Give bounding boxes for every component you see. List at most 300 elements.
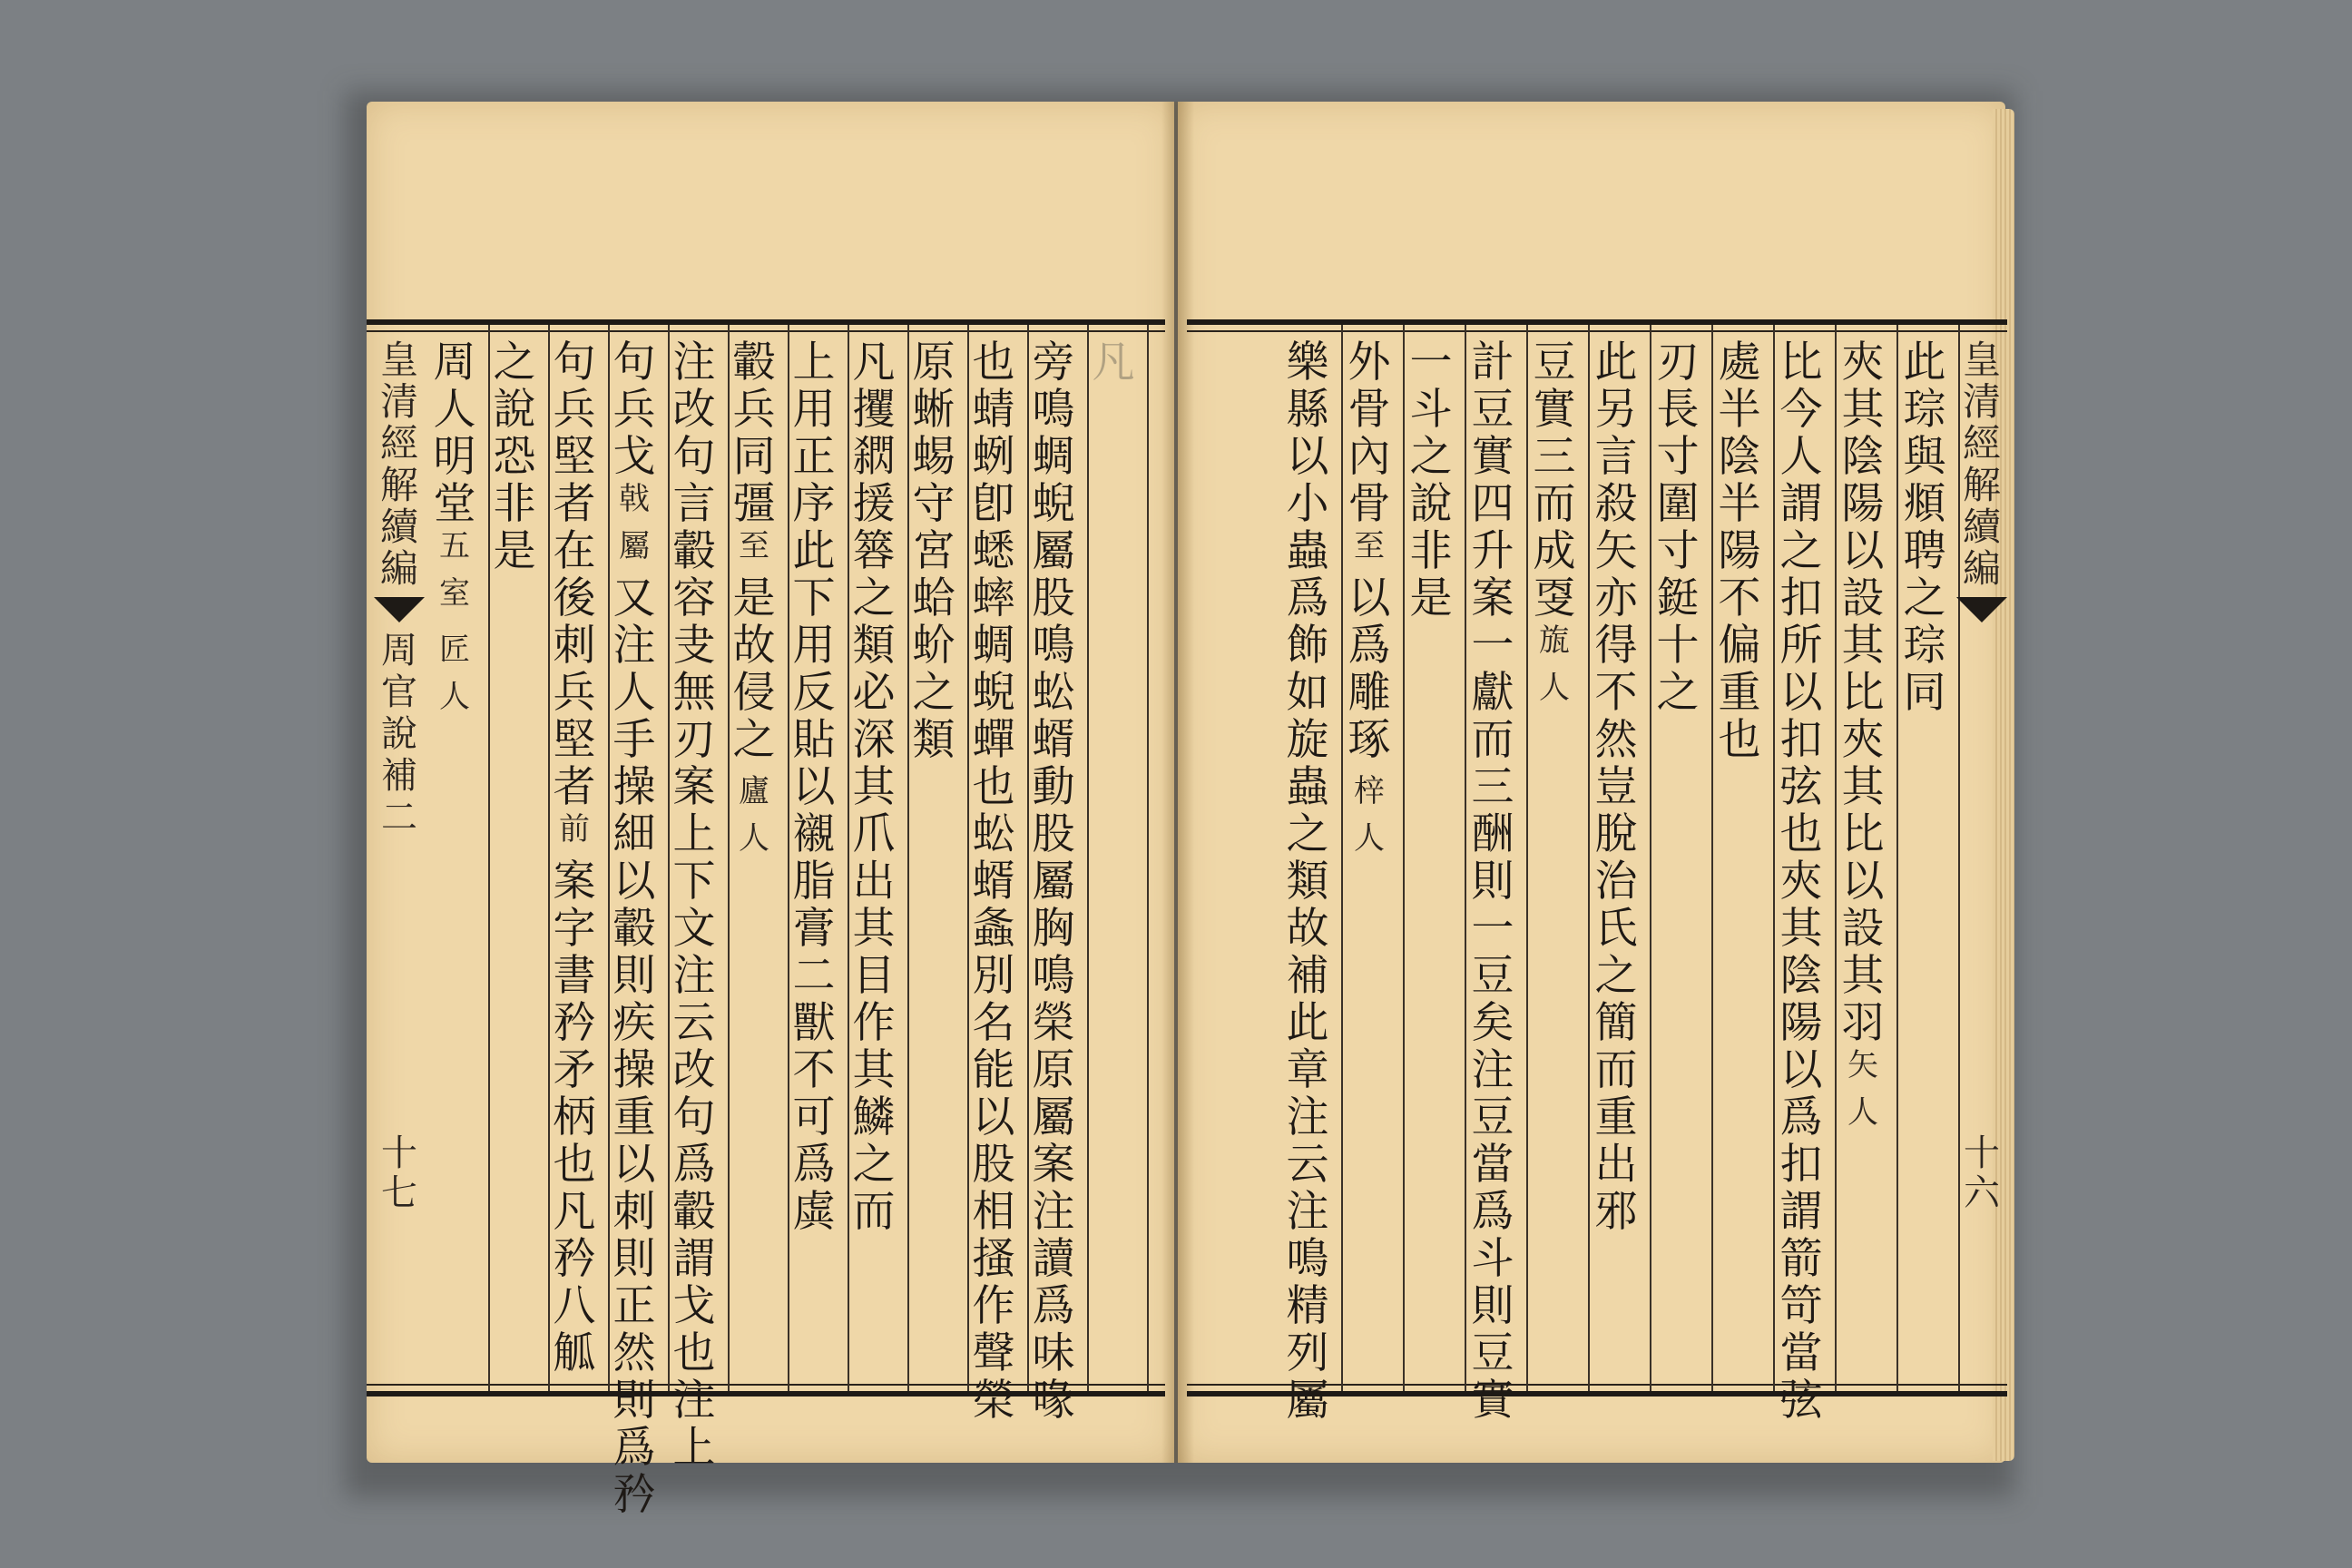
main-char: 其 <box>1841 951 1885 1001</box>
section-char: 二 <box>381 797 417 838</box>
main-char: 脫 <box>1594 809 1638 859</box>
main-char: 頫 <box>1903 479 1946 529</box>
main-char: 夾 <box>1779 857 1823 906</box>
main-char: 人 <box>1779 432 1823 482</box>
main-char: 正 <box>612 1281 656 1331</box>
main-char: 守 <box>912 479 956 529</box>
main-char: 改 <box>672 1045 716 1095</box>
main-char: 貼 <box>792 715 836 765</box>
main-char: 轂 <box>732 338 776 387</box>
note-char: 人 <box>1539 670 1570 706</box>
main-char: 骨 <box>1348 385 1391 435</box>
main-char: 陰 <box>1841 432 1885 482</box>
title-char: 續 <box>379 505 418 549</box>
main-char: 琮 <box>1903 385 1946 435</box>
main-char: 出 <box>852 857 896 906</box>
main-char: 者 <box>553 479 596 529</box>
text-column <box>1710 339 1769 764</box>
main-char: 偏 <box>1718 621 1761 671</box>
main-char: 云 <box>672 998 716 1048</box>
main-char: 蟀 <box>972 573 1015 623</box>
main-char: 可 <box>792 1093 836 1142</box>
text-column <box>1648 339 1708 717</box>
fishtail-mark <box>1956 597 2007 622</box>
main-char: 比 <box>1779 338 1823 387</box>
main-char: 戈 <box>612 432 656 482</box>
section-title <box>381 630 417 838</box>
main-char: 其 <box>852 1045 896 1095</box>
main-char: 實 <box>1533 385 1576 435</box>
title-char: 編 <box>379 546 418 591</box>
main-char: 蛤 <box>912 573 956 623</box>
main-char: 榮 <box>972 1376 1015 1426</box>
main-char: 蚣 <box>972 809 1015 859</box>
main-char: 爲 <box>672 1140 716 1190</box>
interlinear-note <box>439 528 470 622</box>
main-char: 故 <box>1286 904 1329 954</box>
main-char: 人 <box>433 385 476 435</box>
text-column <box>964 339 1024 1425</box>
main-char: 改 <box>672 385 716 435</box>
interlinear-note <box>1354 773 1385 867</box>
main-char: 螽 <box>972 904 1015 954</box>
main-char: 非 <box>493 479 536 529</box>
main-char: 類 <box>852 621 896 671</box>
main-char: 陽 <box>1841 479 1885 529</box>
main-char: 以 <box>792 762 836 812</box>
main-char: 而 <box>1471 715 1514 765</box>
main-char: 則 <box>612 1234 656 1284</box>
main-char: 之 <box>852 573 896 623</box>
main-char: 琢 <box>1348 715 1391 765</box>
interlinear-note <box>1847 1047 1878 1142</box>
main-char: 補 <box>1286 951 1329 1001</box>
folio-char: 六 <box>1964 1172 2000 1214</box>
main-char: 句 <box>612 338 656 387</box>
main-char: 云 <box>1286 1140 1329 1190</box>
main-char: 蜺 <box>972 668 1015 718</box>
main-char: 閷 <box>852 432 896 482</box>
main-char: 刺 <box>612 1187 656 1237</box>
main-char: 之 <box>1594 951 1638 1001</box>
note-char: 人 <box>439 679 470 715</box>
main-char: 用 <box>792 621 836 671</box>
note-char: 矢 <box>1847 1047 1878 1083</box>
main-char: 重 <box>1718 668 1761 718</box>
main-char: 然 <box>612 1328 656 1378</box>
main-char: 亦 <box>1594 573 1638 623</box>
main-char: 注 <box>1032 1187 1075 1237</box>
main-char: 在 <box>553 526 596 576</box>
note-char: 至 <box>1354 528 1385 564</box>
text-column <box>1083 339 1143 387</box>
title-char: 經 <box>379 421 418 466</box>
main-char: 升 <box>1471 526 1514 576</box>
main-char: 旋 <box>1286 715 1329 765</box>
main-char: 雕 <box>1348 668 1391 718</box>
note-char: 前 <box>559 811 590 848</box>
main-char: 當 <box>1779 1328 1823 1378</box>
main-char: 與 <box>1903 432 1946 482</box>
main-char: 其 <box>852 762 896 812</box>
text-column <box>784 339 844 1236</box>
main-char: 精 <box>1286 1281 1329 1331</box>
main-char: 此 <box>1903 338 1946 387</box>
main-char: 三 <box>1471 762 1514 812</box>
main-char: 觚 <box>553 1328 596 1378</box>
main-char: 蜩 <box>972 621 1015 671</box>
main-char: 陰 <box>1779 951 1823 1001</box>
text-column <box>1895 339 1955 717</box>
main-char: 蜥 <box>912 385 956 435</box>
text-column <box>485 339 544 575</box>
main-char: 則 <box>1471 857 1514 906</box>
note-char: 匠 <box>439 632 470 668</box>
main-char: 轂 <box>672 526 716 576</box>
text-column <box>1401 339 1461 622</box>
main-char: 夾 <box>1841 715 1885 765</box>
main-char: 柄 <box>553 1093 596 1142</box>
main-char: 注 <box>612 621 656 671</box>
main-char: 正 <box>792 432 836 482</box>
main-char: 也 <box>553 1140 596 1190</box>
main-char: 類 <box>1286 857 1329 906</box>
main-char: 以 <box>1841 526 1885 576</box>
main-char: 以 <box>1779 1045 1823 1095</box>
main-char: 謂 <box>1779 1187 1823 1237</box>
main-char: 書 <box>553 951 596 1001</box>
main-char: 字 <box>553 904 596 954</box>
main-char: 注 <box>672 951 716 1001</box>
main-char: 後 <box>553 573 596 623</box>
title-char: 經 <box>1962 421 2001 466</box>
main-char: 卽 <box>972 479 1015 529</box>
main-char: 鱗 <box>852 1093 896 1142</box>
main-char: 簭 <box>852 526 896 576</box>
main-char: 扣 <box>1779 573 1823 623</box>
main-char: 三 <box>1533 432 1576 482</box>
main-char: 酬 <box>1471 809 1514 859</box>
column-rule <box>1087 325 1089 1391</box>
main-char: 氏 <box>1594 904 1638 954</box>
note-char: 人 <box>1354 820 1385 857</box>
main-char: 斗 <box>1471 1234 1514 1284</box>
main-char: 味 <box>1032 1328 1075 1378</box>
main-char: 案 <box>672 762 716 812</box>
main-char: 叏 <box>672 621 716 671</box>
main-char: 爲 <box>1032 1281 1075 1331</box>
main-char: 陽 <box>1718 526 1761 576</box>
main-char: 矣 <box>1471 998 1514 1048</box>
text-column <box>724 339 784 867</box>
main-char: 喙 <box>1032 1376 1075 1426</box>
main-char: 扣 <box>1779 1140 1823 1190</box>
main-char: 周 <box>433 338 476 387</box>
main-char: 之 <box>732 715 776 765</box>
main-char: 陽 <box>1779 998 1823 1048</box>
text-column <box>1339 339 1399 867</box>
main-char: 刺 <box>553 621 596 671</box>
page-margin-band <box>1949 339 2014 1377</box>
main-char: 飾 <box>1286 621 1329 671</box>
main-char: 故 <box>732 621 776 671</box>
column-rule <box>1147 325 1149 1391</box>
main-char: 寸 <box>1656 432 1700 482</box>
main-char: 讀 <box>1032 1234 1075 1284</box>
main-char: 章 <box>1286 1045 1329 1095</box>
main-char: 一 <box>1409 338 1453 387</box>
main-char: 股 <box>972 1140 1015 1190</box>
main-char: 上 <box>672 809 716 859</box>
text-column <box>604 339 664 1519</box>
main-char: 半 <box>1718 385 1761 435</box>
main-char: 爲 <box>612 1423 656 1473</box>
main-char: 之 <box>1656 668 1700 718</box>
main-char: 矜 <box>612 1470 656 1520</box>
main-char: 爲 <box>792 1140 836 1190</box>
main-char: 謂 <box>1779 479 1823 529</box>
text-column <box>1024 339 1083 1425</box>
main-char: 反 <box>792 668 836 718</box>
main-char: 長 <box>1656 385 1700 435</box>
main-char: 也 <box>1779 809 1823 859</box>
main-char: 半 <box>1718 479 1761 529</box>
main-char: 轂 <box>672 1187 716 1237</box>
main-char: 小 <box>1286 479 1329 529</box>
folio-char: 七 <box>381 1172 417 1214</box>
main-char: 不 <box>792 1045 836 1095</box>
main-char: 其 <box>852 904 896 954</box>
main-char: 又 <box>612 573 656 623</box>
main-char: 比 <box>1841 668 1885 718</box>
text-column <box>1833 339 1893 1142</box>
main-char: 說 <box>493 385 536 435</box>
main-char: 得 <box>1594 621 1638 671</box>
note-char: 旊 <box>1539 622 1570 659</box>
main-char: 非 <box>1409 526 1453 576</box>
main-char: 矜 <box>553 1234 596 1284</box>
main-char: 宮 <box>912 526 956 576</box>
main-char: 類 <box>912 715 956 765</box>
main-char: 之 <box>1409 432 1453 482</box>
main-char: 彊 <box>732 479 776 529</box>
main-char: 簡 <box>1594 998 1638 1048</box>
text-column <box>1586 339 1646 1236</box>
main-char: 邪 <box>1594 1187 1638 1237</box>
interlinear-note <box>1539 622 1570 717</box>
note-char: 人 <box>1847 1094 1878 1131</box>
main-char: 則 <box>1471 1281 1514 1331</box>
main-char: 必 <box>852 668 896 718</box>
main-char: 當 <box>1471 1140 1514 1190</box>
main-char: 弦 <box>1779 762 1823 812</box>
main-char: 句 <box>553 338 596 387</box>
main-char: 爲 <box>1779 1093 1823 1142</box>
main-char: 操 <box>612 1045 656 1095</box>
main-char: 動 <box>1032 762 1075 812</box>
main-char: 而 <box>1594 1045 1638 1095</box>
main-char: 蟲 <box>1286 762 1329 812</box>
main-char: 手 <box>612 715 656 765</box>
main-char: 寸 <box>1656 526 1700 576</box>
main-char: 也 <box>972 338 1015 387</box>
main-char: 蟋 <box>972 526 1015 576</box>
main-char: 上 <box>672 1423 716 1473</box>
main-char: 屬 <box>1286 1376 1329 1426</box>
main-char: 鳴 <box>1032 385 1075 435</box>
section-char: 周 <box>381 630 417 671</box>
main-char: 之 <box>1286 809 1329 859</box>
text-column <box>425 339 485 726</box>
main-char: 四 <box>1471 479 1514 529</box>
text-column <box>1278 339 1338 1425</box>
main-char: 轂 <box>612 904 656 954</box>
book-title <box>380 339 418 590</box>
main-char: 言 <box>672 479 716 529</box>
main-char: 句 <box>672 1093 716 1142</box>
main-char: 是 <box>493 526 536 576</box>
main-char: 骨 <box>1348 479 1391 529</box>
main-char: 列 <box>1286 1328 1329 1378</box>
frame-rule-top <box>1187 330 2007 332</box>
main-char: 然 <box>1594 715 1638 765</box>
main-char: 屬 <box>1032 857 1075 906</box>
main-char: 也 <box>672 1328 716 1378</box>
main-char: 蜺 <box>1032 479 1075 529</box>
main-char: 聲 <box>972 1328 1015 1378</box>
interlinear-note <box>439 632 470 726</box>
main-char: 如 <box>1286 668 1329 718</box>
main-char: 矜 <box>553 998 596 1048</box>
main-char: 注 <box>1286 1093 1329 1142</box>
text-column <box>1463 339 1523 1425</box>
main-char: 此 <box>1286 998 1329 1048</box>
main-char: 其 <box>1841 385 1885 435</box>
main-char: 以 <box>612 857 656 906</box>
main-char: 作 <box>852 998 896 1048</box>
main-char: 樂 <box>1286 338 1329 387</box>
main-char: 夾 <box>1841 338 1885 387</box>
main-char: 蚣 <box>1032 668 1075 718</box>
main-char: 鳴 <box>1286 1234 1329 1284</box>
folio-char: 十 <box>381 1132 417 1174</box>
main-char: 此 <box>792 526 836 576</box>
main-char: 襯 <box>792 809 836 859</box>
main-char: 上 <box>792 338 836 387</box>
note-char: 廬 <box>739 773 769 809</box>
note-char: 戟 <box>619 481 650 517</box>
main-char: 矛 <box>553 1045 596 1095</box>
main-char: 也 <box>972 762 1015 812</box>
main-char: 而 <box>852 1187 896 1237</box>
main-char: 蟬 <box>972 715 1015 765</box>
title-char: 清 <box>1962 379 2001 424</box>
title-char: 編 <box>1962 546 2001 591</box>
main-char: 八 <box>553 1281 596 1331</box>
interlinear-note <box>739 773 769 867</box>
main-char: 堂 <box>433 479 476 529</box>
text-column <box>1524 339 1584 717</box>
section-char: 官 <box>381 671 417 713</box>
main-char: 爲 <box>1471 1187 1514 1237</box>
main-char: 出 <box>1594 1140 1638 1190</box>
main-char: 謂 <box>672 1234 716 1284</box>
main-char: 兵 <box>553 385 596 435</box>
main-char: 能 <box>972 1045 1015 1095</box>
main-char: 豆 <box>1471 1328 1514 1378</box>
main-char: 恐 <box>493 432 536 482</box>
main-char: 豆 <box>1533 338 1576 387</box>
main-char: 戈 <box>672 1281 716 1331</box>
main-char: 凡 <box>1092 338 1135 387</box>
main-char: 箭 <box>1779 1234 1823 1284</box>
text-column <box>904 339 964 764</box>
title-char: 解 <box>1962 463 2001 507</box>
main-char: 下 <box>792 573 836 623</box>
title-char: 解 <box>379 463 418 507</box>
main-char: 不 <box>1718 573 1761 623</box>
main-char: 凡 <box>553 1187 596 1237</box>
main-char: 蛚 <box>972 432 1015 482</box>
main-char: 鳴 <box>1032 951 1075 1001</box>
main-char: 矢 <box>1594 526 1638 576</box>
main-char: 容 <box>672 573 716 623</box>
main-char: 今 <box>1779 385 1823 435</box>
main-char: 設 <box>1841 904 1885 954</box>
main-char: 屬 <box>1032 1093 1075 1142</box>
main-char: 內 <box>1348 432 1391 482</box>
main-char: 豆 <box>1471 385 1514 435</box>
main-char: 是 <box>732 573 776 623</box>
main-char: 實 <box>1471 1376 1514 1426</box>
main-char: 言 <box>1594 432 1638 482</box>
main-char: 一 <box>1471 904 1514 954</box>
main-char: 陰 <box>1718 432 1761 482</box>
main-char: 原 <box>1032 1045 1075 1095</box>
main-char: 脂 <box>792 857 836 906</box>
text-column <box>664 339 724 1472</box>
main-char: 注 <box>1471 1045 1514 1095</box>
folio-number <box>1964 1133 2000 1213</box>
main-char: 其 <box>1779 904 1823 954</box>
main-char: 股 <box>1032 809 1075 859</box>
main-char: 疾 <box>612 998 656 1048</box>
main-char: 榮 <box>1032 998 1075 1048</box>
main-char: 處 <box>1718 338 1761 387</box>
main-char: 蜻 <box>972 385 1015 435</box>
main-char: 豆 <box>1471 951 1514 1001</box>
main-char: 同 <box>1903 668 1946 718</box>
main-char: 斗 <box>1409 385 1453 435</box>
main-char: 則 <box>612 1376 656 1426</box>
right-page-frame <box>1187 319 2007 1426</box>
left-page-frame <box>367 319 1165 1520</box>
folio-char: 十 <box>1964 1132 2000 1174</box>
main-char: 所 <box>1779 621 1823 671</box>
main-char: 成 <box>1533 526 1576 576</box>
main-char: 不 <box>1594 668 1638 718</box>
main-char: 同 <box>732 432 776 482</box>
frame-rule-top <box>367 330 1165 332</box>
main-char: 之 <box>912 668 956 718</box>
main-char: 名 <box>972 998 1015 1048</box>
main-char: 蜴 <box>912 432 956 482</box>
main-char: 旁 <box>1032 338 1075 387</box>
main-char: 重 <box>612 1093 656 1142</box>
main-char: 刃 <box>672 715 716 765</box>
book-title <box>1963 339 2001 590</box>
main-char: 援 <box>852 479 896 529</box>
